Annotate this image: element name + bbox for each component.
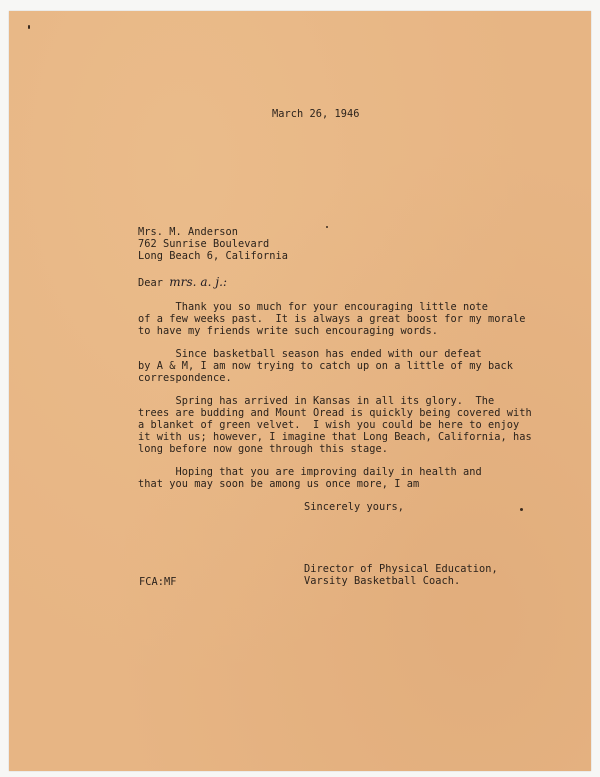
- closing: Sincerely yours,: [304, 501, 404, 513]
- paragraph-line: Since basketball season has ended with our defeat: [138, 348, 482, 360]
- signature-title-line: Varsity Basketball Coach.: [304, 575, 461, 587]
- paragraph-line: correspondence.: [138, 372, 232, 384]
- address-line: Mrs. M. Anderson: [138, 226, 238, 238]
- address-line: Long Beach 6, California: [138, 250, 288, 262]
- paragraph-line: trees are budding and Mount Oread is quickly being covered with: [138, 407, 532, 419]
- salutation: [138, 276, 227, 289]
- paragraph-line: long before now gone through this stage.: [138, 443, 388, 455]
- paragraph-line: a blanket of green velvet. I wish you could be here to enjoy: [138, 419, 520, 431]
- paper-speck: [520, 508, 523, 511]
- paragraph-line: it with us; however, I imagine that Long Beach, California, has: [138, 431, 532, 443]
- salutation-prefix: Dear: [138, 277, 163, 289]
- paragraph-line: to have my friends write such encouraging words.: [138, 325, 438, 337]
- paper-speck: [326, 226, 328, 228]
- paragraph-line: by A & M, I am now trying to catch up on a little of my back: [138, 360, 513, 372]
- letter-page: [9, 11, 591, 771]
- paragraph-line: of a few weeks past. It is always a great boost for my morale: [138, 313, 526, 325]
- salutation-handwritten: mrs. a. j.:: [169, 275, 228, 289]
- typist-initials: FCA:MF: [139, 576, 177, 588]
- paragraph-line: Spring has arrived in Kansas in all its glory. The: [138, 395, 495, 407]
- letter-date: March 26, 1946: [272, 108, 360, 120]
- signature-title-line: Director of Physical Education,: [304, 563, 498, 575]
- paragraph-line: that you may soon be among us once more, I am: [138, 478, 420, 490]
- address-line: 762 Sunrise Boulevard: [138, 238, 270, 250]
- paper-speck: [28, 25, 30, 29]
- paragraph-line: Hoping that you are improving daily in health and: [138, 466, 482, 478]
- paragraph-line: Thank you so much for your encouraging little note: [138, 301, 488, 313]
